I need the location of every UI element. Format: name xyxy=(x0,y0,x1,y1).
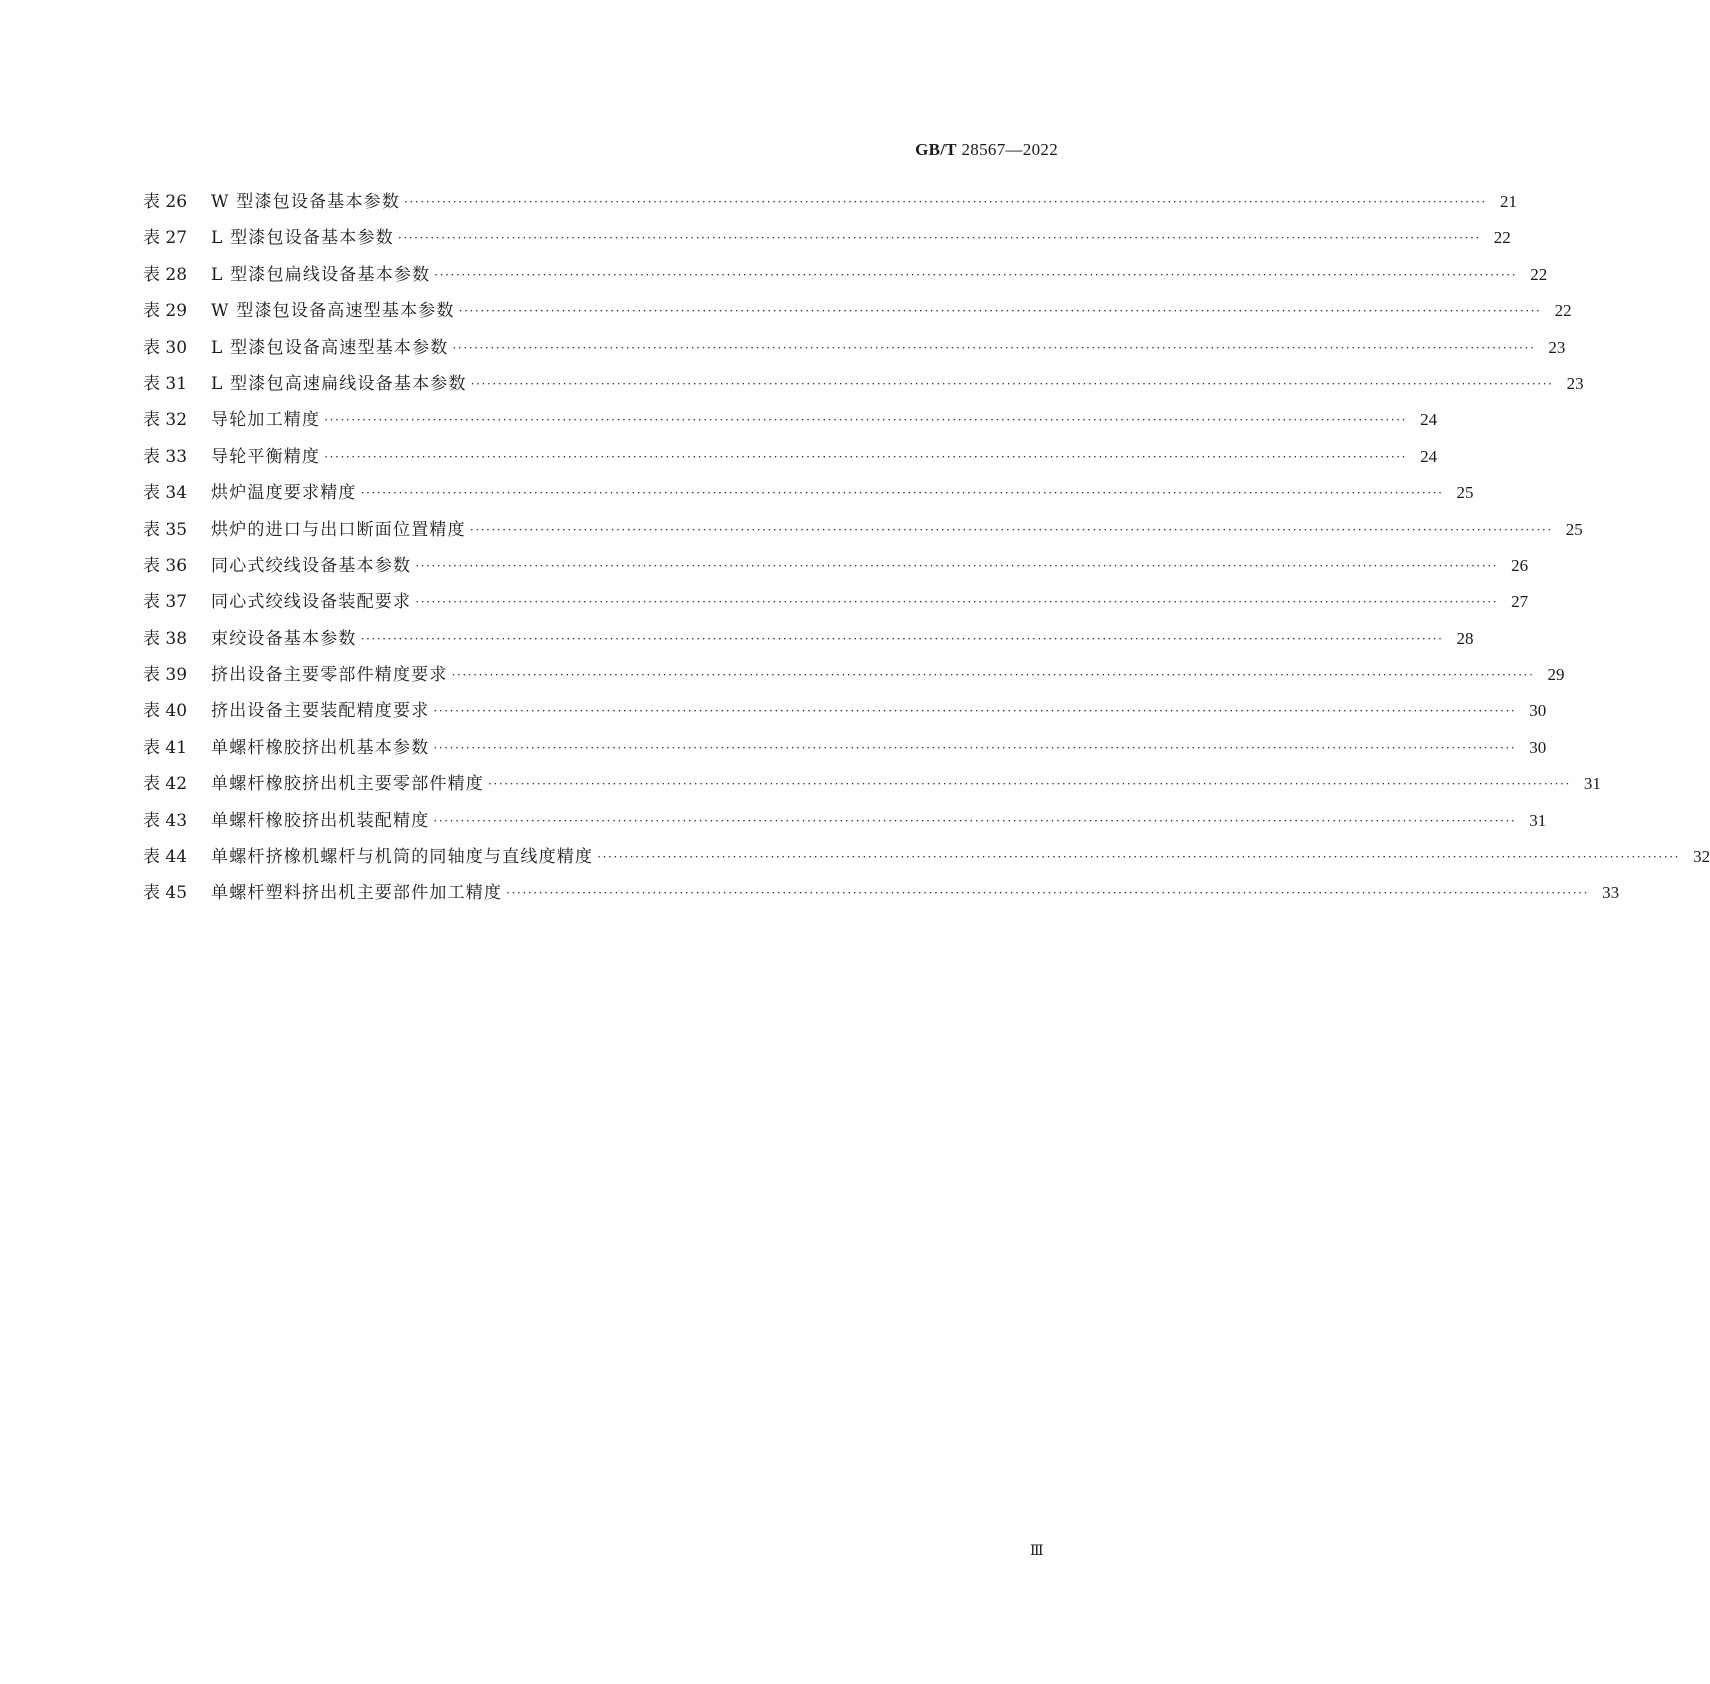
toc-table-number: 表 28 xyxy=(143,264,188,285)
toc-table-title: 导轮加工精度 xyxy=(211,410,321,431)
toc-page-number: 33 xyxy=(1602,883,1620,903)
toc-table-title: 单螺杆橡胶挤出机装配精度 xyxy=(211,810,430,831)
toc-page-number: 31 xyxy=(1583,774,1601,794)
toc-entry[interactable] xyxy=(143,445,1438,481)
toc-table-title: W 型漆包设备高速型基本参数 xyxy=(211,301,455,322)
toc-entry[interactable] xyxy=(143,518,1583,554)
toc-page-number: 30 xyxy=(1529,701,1547,721)
toc-dot-leader: ········································································································································································································ xyxy=(597,850,1681,865)
toc-entry[interactable] xyxy=(143,881,1620,917)
toc-page-number: 23 xyxy=(1548,337,1566,357)
toc-dot-leader: ········································································································································································································ xyxy=(433,740,1517,755)
toc-table-number: 表 40 xyxy=(143,701,188,722)
toc-entry[interactable] xyxy=(143,554,1529,590)
toc-table-title: L 型漆包设备基本参数 xyxy=(211,228,394,249)
toc-page-number: 29 xyxy=(1547,665,1565,685)
toc-page-number: 22 xyxy=(1530,264,1548,284)
toc-table-number: 表 30 xyxy=(143,337,188,358)
toc-dot-leader: ········································································································································································································ xyxy=(360,631,1444,646)
toc-table-number: 表 39 xyxy=(143,665,188,686)
toc-table-title: 单螺杆挤橡机螺杆与机筒的同轴度与直线度精度 xyxy=(211,847,594,868)
toc-dot-leader: ········································································································································································································ xyxy=(470,376,1554,391)
toc-entry[interactable] xyxy=(143,845,1710,881)
toc-dot-leader: ········································································································································································································ xyxy=(415,595,1499,610)
toc-dot-leader: ········································································································································································································ xyxy=(360,486,1444,501)
toc-table-title: L 型漆包扁线设备基本参数 xyxy=(211,264,431,285)
toc-table-title: 挤出设备主要零部件精度要求 xyxy=(211,665,448,686)
toc-table-number: 表 37 xyxy=(143,592,188,613)
toc-dot-leader: ········································································································································································································ xyxy=(433,813,1517,828)
page-folio: Ⅲ xyxy=(1030,1544,1044,1559)
toc-entry[interactable] xyxy=(143,481,1474,517)
toc-dot-leader: ········································································································································································································ xyxy=(434,267,1518,282)
standard-code xyxy=(915,140,1058,160)
toc-page-number: 32 xyxy=(1693,847,1710,867)
toc-dot-leader: ········································································································································································································ xyxy=(433,704,1517,719)
standard-number: 28567—2022 xyxy=(961,140,1058,159)
toc-table-number: 表 29 xyxy=(143,301,188,322)
toc-table-number: 表 32 xyxy=(143,410,188,431)
toc-entry[interactable] xyxy=(143,372,1584,408)
toc-page-number: 25 xyxy=(1456,483,1474,503)
toc-dot-leader: ········································································································································································································ xyxy=(324,449,1408,464)
toc-dot-leader: ········································································································································································································ xyxy=(452,340,1536,355)
toc-entry[interactable] xyxy=(143,263,1548,299)
toc-table-number: 表 42 xyxy=(143,774,188,795)
toc-page-number: 31 xyxy=(1529,810,1547,830)
standard-prefix: GB/T xyxy=(915,140,957,159)
toc-table-number: 表 26 xyxy=(143,192,188,212)
toc-table-number: 表 44 xyxy=(143,847,188,868)
toc-dot-leader: ········································································································································································································ xyxy=(488,777,1571,792)
toc-table-number: 表 27 xyxy=(143,228,188,249)
toc-page-number: 21 xyxy=(1499,192,1517,211)
toc-entry[interactable] xyxy=(143,226,1511,262)
toc-page-number: 24 xyxy=(1420,410,1438,430)
toc-table-number: 表 43 xyxy=(143,810,188,831)
toc-table-number: 表 38 xyxy=(143,628,188,649)
toc-entry[interactable] xyxy=(143,663,1565,699)
toc-table-number: 表 45 xyxy=(143,883,188,904)
table-list-of-contents xyxy=(143,190,1710,918)
toc-entry[interactable] xyxy=(143,772,1601,808)
toc-table-title: 挤出设备主要装配精度要求 xyxy=(211,701,430,722)
toc-page-number: 26 xyxy=(1511,555,1529,575)
toc-dot-leader: ········································································································································································································ xyxy=(451,668,1535,683)
toc-table-title: L 型漆包高速扁线设备基本参数 xyxy=(211,373,467,394)
toc-table-title: 单螺杆橡胶挤出机基本参数 xyxy=(211,737,430,758)
toc-entry[interactable] xyxy=(143,809,1547,845)
toc-table-number: 表 41 xyxy=(143,737,188,758)
toc-page-number: 27 xyxy=(1511,592,1529,612)
toc-dot-leader: ········································································································································································································ xyxy=(324,413,1408,428)
toc-entry[interactable] xyxy=(143,336,1566,372)
toc-entry[interactable] xyxy=(143,190,1517,226)
toc-table-number: 表 33 xyxy=(143,446,188,467)
toc-entry[interactable] xyxy=(143,299,1572,335)
toc-table-title: 烘炉的进口与出口断面位置精度 xyxy=(211,519,466,540)
toc-page-number: 22 xyxy=(1554,301,1572,321)
toc-table-title: 单螺杆橡胶挤出机主要零部件精度 xyxy=(211,774,484,795)
toc-entry[interactable] xyxy=(143,699,1547,735)
toc-page-number: 22 xyxy=(1493,228,1511,248)
toc-table-title: 导轮平衡精度 xyxy=(211,446,321,467)
toc-dot-leader: ········································································································································································································ xyxy=(458,304,1542,319)
toc-dot-leader: ········································································································································································································ xyxy=(404,195,1487,209)
toc-dot-leader: ········································································································································································································ xyxy=(506,886,1590,901)
toc-dot-leader: ········································································································································································································ xyxy=(469,522,1553,537)
toc-table-title: L 型漆包设备高速型基本参数 xyxy=(211,337,449,358)
toc-page-number: 30 xyxy=(1529,737,1547,757)
toc-table-title: 束绞设备基本参数 xyxy=(211,628,357,649)
toc-page-number: 24 xyxy=(1420,446,1438,466)
toc-page-number: 23 xyxy=(1566,373,1584,393)
toc-table-title: 同心式绞线设备基本参数 xyxy=(211,555,412,576)
toc-table-number: 表 36 xyxy=(143,555,188,576)
toc-dot-leader: ········································································································································································································ xyxy=(397,231,1481,246)
toc-dot-leader: ········································································································································································································ xyxy=(415,558,1499,573)
toc-page-number: 28 xyxy=(1456,628,1474,648)
toc-table-number: 表 35 xyxy=(143,519,188,540)
toc-table-title: W 型漆包设备基本参数 xyxy=(211,192,401,212)
toc-entry[interactable] xyxy=(143,408,1438,444)
toc-entry[interactable] xyxy=(143,590,1529,626)
toc-table-title: 单螺杆塑料挤出机主要部件加工精度 xyxy=(211,883,503,904)
toc-entry[interactable] xyxy=(143,627,1474,663)
toc-table-number: 表 31 xyxy=(143,373,188,394)
toc-page-number: 25 xyxy=(1565,519,1583,539)
toc-table-title: 烘炉温度要求精度 xyxy=(211,483,357,504)
toc-entry[interactable] xyxy=(143,736,1547,772)
toc-table-title: 同心式绞线设备装配要求 xyxy=(211,592,412,613)
toc-table-number: 表 34 xyxy=(143,483,188,504)
